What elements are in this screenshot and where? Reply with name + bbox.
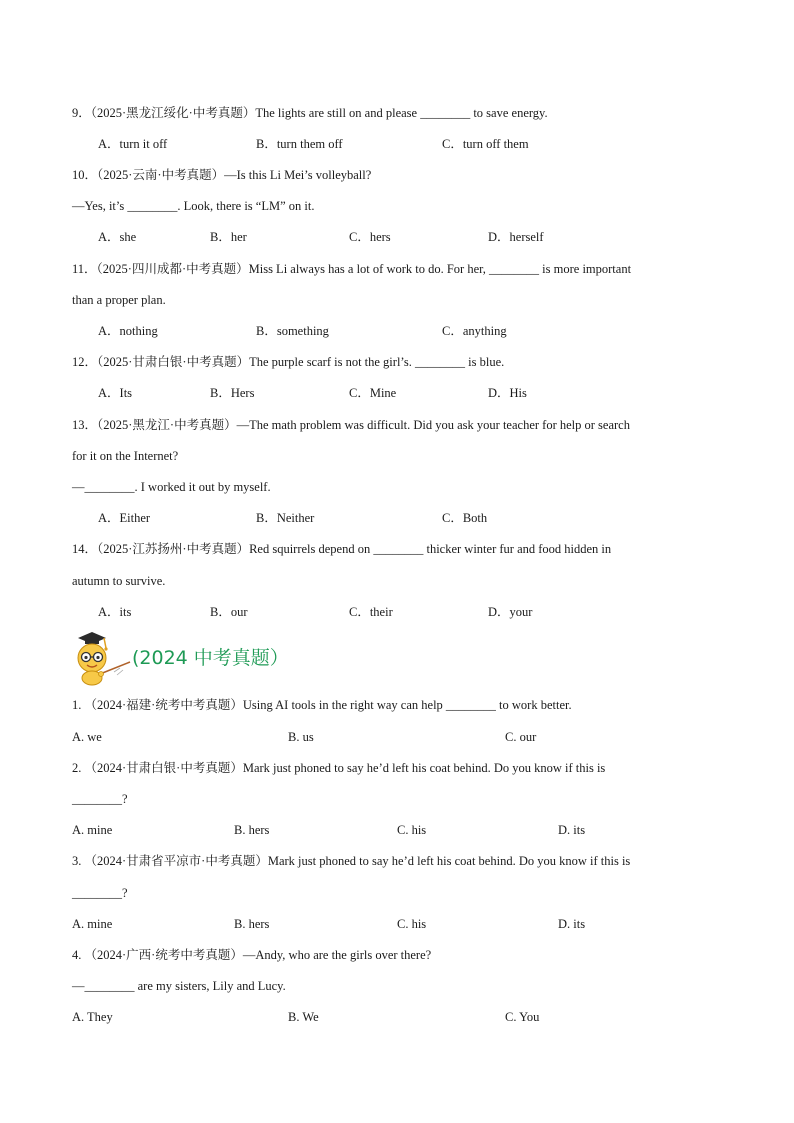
question-stem: 11．（2025·四川成都·中考真题）Miss Li always has a lot of work to do. For her, ________ is more important [72,262,632,276]
question-stem-line: —________ are my sisters, Lily and Lucy. [72,979,286,993]
option-b[interactable]: B．her [210,230,247,244]
option-c[interactable]: C. our [505,730,537,744]
question-stem-line: ________? [72,886,128,900]
option-a[interactable]: A．its [98,605,132,619]
question-stem: 12．（2025·甘肃白银·中考真题）The purple scarf is not the girl’s. ________ is blue. [72,355,505,369]
option-a[interactable]: A．she [98,230,137,244]
question-stem-line: —Yes, it’s ________. Look, there is “LM” on it. [72,199,315,213]
question-stem: 14．（2025·江苏扬州·中考真题）Red squirrels depend on ________ thicker winter fur and food hidden in [72,542,612,556]
option-b[interactable]: B. hers [234,917,270,931]
option-a[interactable]: A．Either [98,511,151,525]
question-stem-line: autumn to survive. [72,574,166,588]
option-a[interactable]: A．nothing [98,324,158,338]
option-d[interactable]: D. its [558,917,586,931]
option-a[interactable]: A．turn it off [98,137,168,151]
option-c[interactable]: C. You [505,1010,540,1024]
student-mascot-icon [70,628,132,686]
option-b[interactable]: B．turn them off [256,137,343,151]
question-stem: 1. （2024·福建·统考中考真题）Using AI tools in the right way can help ________ to work better. [72,698,572,712]
option-c[interactable]: C．their [349,605,393,619]
question-stem: 2. （2024·甘肃白银·中考真题）Mark just phoned to say he’d left his coat behind. Do you know if this is [72,761,606,775]
option-a[interactable]: A．Its [98,386,133,400]
option-c[interactable]: C．anything [442,324,507,338]
question-stem: 13．（2025·黑龙江·中考真题）—The math problem was difficult. Did you ask your teacher for help or search [72,418,630,432]
question-stem: 4. （2024·广西·统考中考真题）—Andy, who are the girls over there? [72,948,432,962]
option-a[interactable]: A. They [72,1010,113,1024]
option-d[interactable]: D．your [488,605,533,619]
question-stem: 3. （2024·甘肃省平凉市·中考真题）Mark just phoned to say he’d left his coat behind. Do you know if this is [72,854,631,868]
question-stem-line: than a proper plan. [72,293,166,307]
option-a[interactable]: A. we [72,730,102,744]
option-c[interactable]: C．hers [349,230,391,244]
question-stem-line: ________? [72,792,128,806]
option-b[interactable]: B．our [210,605,248,619]
option-c[interactable]: C. his [397,823,427,837]
option-c[interactable]: C. his [397,917,427,931]
option-c[interactable]: C．Mine [349,386,397,400]
option-b[interactable]: B．Neither [256,511,315,525]
question-stem-line: for it on the Internet? [72,449,179,463]
option-d[interactable]: D. its [558,823,586,837]
option-b[interactable]: B. hers [234,823,270,837]
option-d[interactable]: D．His [488,386,527,400]
option-b[interactable]: B. us [288,730,314,744]
option-c[interactable]: C．turn off them [442,137,529,151]
section-title: (2024 中考真题） [132,647,289,669]
question-stem: 9．（2025·黑龙江绥化·中考真题）The lights are still on and please ________ to save energy. [72,106,548,120]
option-b[interactable]: B. We [288,1010,319,1024]
option-c[interactable]: C．Both [442,511,488,525]
option-b[interactable]: B．Hers [210,386,255,400]
option-a[interactable]: A. mine [72,917,113,931]
question-stem: 10．（2025·云南·中考真题）—Is this Li Mei’s volleyball? [72,168,372,182]
option-a[interactable]: A. mine [72,823,113,837]
option-b[interactable]: B．something [256,324,329,338]
question-stem-line: —________. I worked it out by myself. [72,480,271,494]
option-d[interactable]: D．herself [488,230,544,244]
